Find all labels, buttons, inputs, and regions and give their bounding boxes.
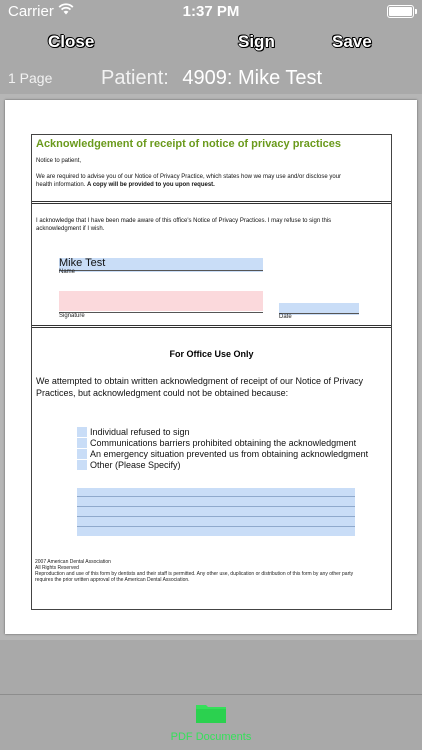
ack-text-2: acknowledgment if I wish. bbox=[36, 226, 105, 232]
office-use-text: We attempted to obtain written acknowledgment of receipt of our Notice of Privacy Practices, but acknowledgment could not be obtained because: bbox=[36, 376, 363, 398]
option-label: Communications barriers prohibited obtaining the acknowledgment bbox=[90, 438, 357, 448]
footer-line: All Rights Reserved bbox=[35, 565, 79, 571]
option-label: Other (Please Specify) bbox=[90, 460, 181, 470]
patient-name: 4909: Mike Test bbox=[182, 67, 323, 89]
communication-barrier-checkbox[interactable] bbox=[77, 438, 87, 448]
signature-field[interactable] bbox=[59, 291, 263, 311]
ack-text-1: I acknowledge that I have been made aware of this office's Notice of Privacy Practices. I may refuse to sign this bbox=[36, 218, 332, 224]
tab-bar bbox=[0, 694, 422, 750]
status-bar bbox=[0, 0, 422, 24]
intro-text-1: We are required to advise you of our Notice of Privacy Practice, which states how we may use and/or disclose your bbox=[36, 174, 342, 180]
name-value: Mike Test bbox=[59, 257, 106, 269]
folder-icon bbox=[195, 702, 227, 729]
copyright-footer bbox=[35, 559, 390, 583]
pdf-viewer[interactable] bbox=[0, 94, 422, 640]
intro-text-2b: A copy will be provided to you upon request. bbox=[87, 182, 215, 188]
divider bbox=[32, 325, 391, 328]
signature-label: Signature bbox=[59, 313, 85, 319]
intro-text-2a: health information. bbox=[36, 182, 86, 188]
emergency-checkbox[interactable] bbox=[77, 449, 87, 459]
close-button[interactable]: Close bbox=[48, 32, 95, 51]
footer-line: requires the prior written approval of the American Dental Association. bbox=[35, 577, 190, 583]
tab-pdf-documents[interactable] bbox=[0, 702, 422, 743]
patient-header bbox=[101, 67, 322, 90]
pdf-page bbox=[5, 100, 417, 634]
form-title: Acknowledgement of receipt of notice of privacy practices bbox=[36, 138, 342, 150]
clock: 1:37 PM bbox=[182, 3, 240, 20]
specify-line bbox=[77, 516, 355, 517]
option-label: Individual refused to sign bbox=[90, 427, 190, 437]
refused-checkbox[interactable] bbox=[77, 427, 87, 437]
footer-line: 2007 American Dental Association bbox=[35, 559, 111, 565]
specify-line bbox=[77, 506, 355, 507]
name-label: Name bbox=[59, 269, 76, 275]
sign-button[interactable]: Sign bbox=[238, 32, 275, 51]
specify-line bbox=[77, 526, 355, 527]
intro-text-2 bbox=[36, 181, 215, 189]
other-specify-field[interactable] bbox=[77, 488, 355, 536]
option-label: An emergency situation prevented us from obtaining acknowledgment bbox=[90, 449, 369, 459]
specify-line bbox=[77, 496, 355, 497]
office-use-title: For Office Use Only bbox=[169, 349, 254, 359]
name-underline bbox=[59, 270, 263, 271]
battery-icon bbox=[387, 5, 414, 18]
tab-label: PDF Documents bbox=[170, 731, 252, 743]
page-count: 1 Page bbox=[8, 70, 53, 86]
divider bbox=[32, 201, 391, 204]
footer-line: Reproduction and use of this form by dentists and their staff is permitted. Any other use, duplication or distribution of this form by any other party bbox=[35, 571, 354, 577]
patient-label: Patient: bbox=[101, 67, 169, 89]
signature-underline bbox=[59, 312, 263, 313]
other-checkbox[interactable] bbox=[77, 460, 87, 470]
notice-greeting: Notice to patient, bbox=[36, 158, 82, 164]
save-button[interactable]: Save bbox=[332, 32, 372, 51]
carrier-label: Carrier bbox=[8, 3, 54, 20]
date-label: Date bbox=[279, 314, 292, 320]
form-frame bbox=[31, 134, 392, 610]
